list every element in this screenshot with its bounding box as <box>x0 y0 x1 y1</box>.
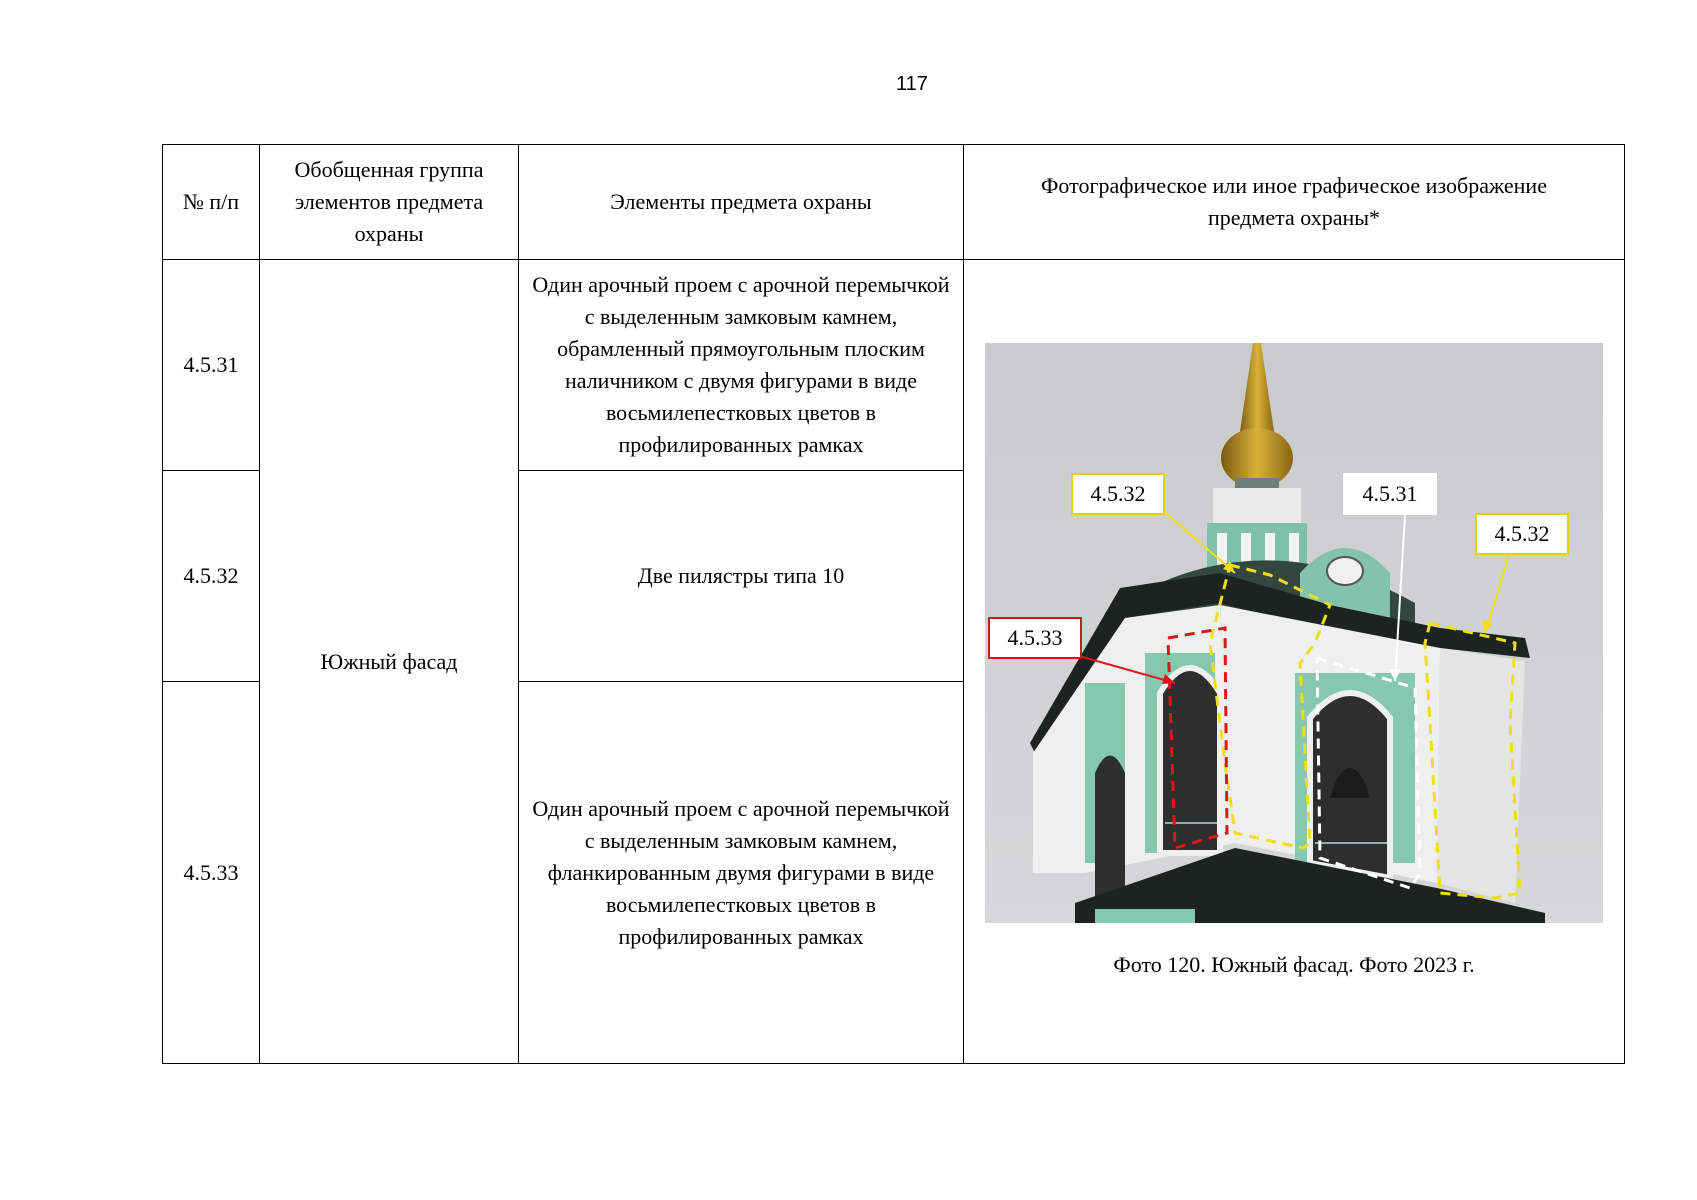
row-num: 4.5.31 <box>163 260 260 471</box>
table-row <box>163 260 1625 471</box>
header-num: № п/п <box>163 145 260 260</box>
photo-caption: Фото 120. Южный фасад. Фото 2023 г. <box>1113 951 1475 977</box>
protection-elements-table <box>162 144 1625 1064</box>
callout-4-5-33: 4.5.33 <box>988 617 1082 659</box>
page-number: 117 <box>896 73 928 95</box>
row-num: 4.5.32 <box>163 471 260 682</box>
group-cell: Южный фасад <box>260 260 519 1064</box>
row-element: Один арочный проем с арочной перемычкой с выделенным замковым камнем, фланкированным двумя фигурами в виде восьмилепестковых цветов в профилированных рамках <box>519 682 964 1064</box>
header-image: Фотографическое или иное графическое изображение предмета охраны* <box>964 145 1625 260</box>
callout-4-5-31: 4.5.31 <box>1343 473 1437 515</box>
callout-4-5-32-left: 4.5.32 <box>1071 473 1165 515</box>
callout-4-5-32-right: 4.5.32 <box>1475 513 1569 555</box>
photo-cell <box>964 260 1625 1064</box>
header-group: Обобщенная группа элементов предмета охраны <box>260 145 519 260</box>
table-header-row <box>163 145 1625 260</box>
header-elements: Элементы предмета охраны <box>519 145 964 260</box>
row-element: Две пилястры типа 10 <box>519 471 964 682</box>
photo-figure <box>985 343 1603 923</box>
row-num: 4.5.33 <box>163 682 260 1064</box>
row-element: Один арочный проем с арочной перемычкой с выделенным замковым камнем, обрамленный прямоугольным плоским наличником с двумя фигурами в виде восьмилепестковых цветов в профилированных рамках <box>519 260 964 471</box>
